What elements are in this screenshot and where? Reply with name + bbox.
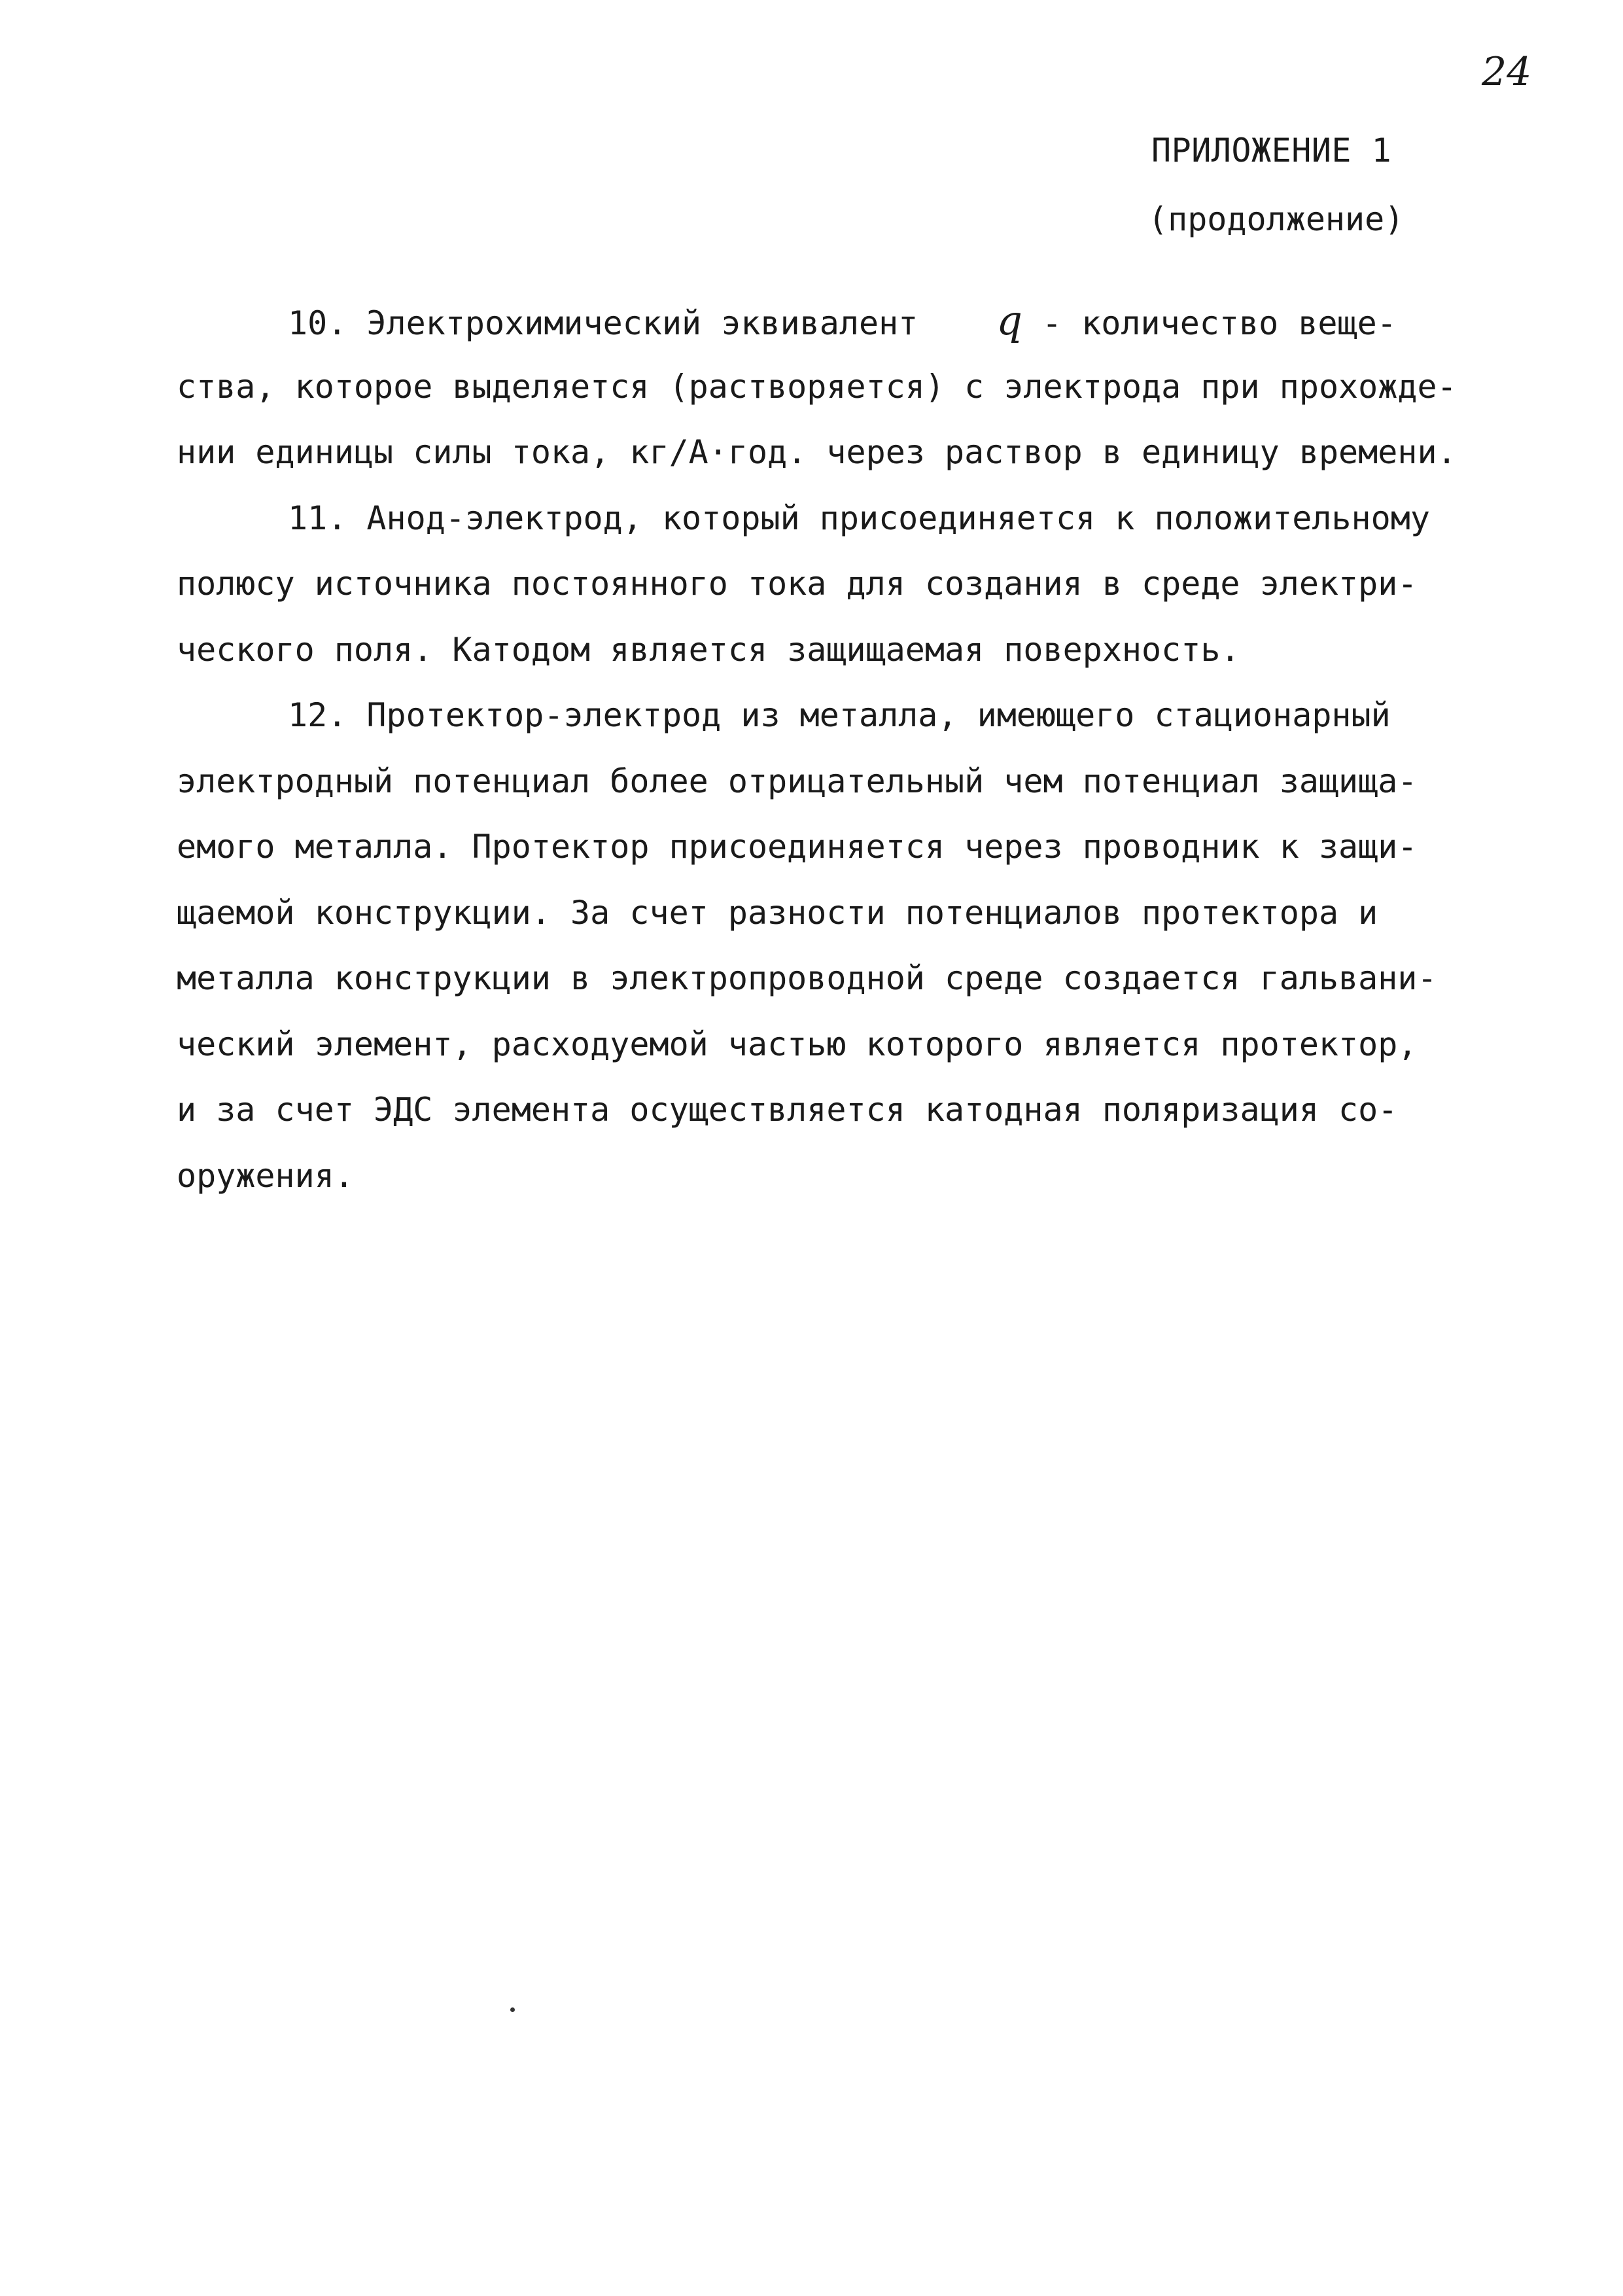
body-line-9: емого металла. Протектор присоединяется через проводник к защи- xyxy=(177,828,1418,866)
line-1-prefix: 10. Электрохимический эквивалент xyxy=(288,304,918,342)
body-line-14: оружения. xyxy=(177,1156,354,1195)
body-line-5: полюсу источника постоянного тока для создания в среде электри- xyxy=(177,565,1418,603)
page-number: 24 xyxy=(1482,49,1532,95)
body-line-12: ческий элемент, расходуемой частью которого является протектор, xyxy=(177,1025,1418,1063)
body-line-1 xyxy=(177,288,1518,354)
body-line-3: нии единицы силы тока, кг/А·год. через раствор в единицу времени. xyxy=(177,433,1457,471)
body-line-10: щаемой конструкции. За счет разности потенциалов протектора и xyxy=(177,893,1378,932)
body-line-8: электродный потенциал более отрицательный чем потенциал защища- xyxy=(177,762,1418,800)
body-line-13: и за счет ЭДС элемента осуществляется катодная поляризация со- xyxy=(177,1091,1398,1129)
body-line-4: 11. Анод-электрод, который присоединяется к положительному xyxy=(288,499,1430,537)
appendix-title: ПРИЛОЖЕНИЕ 1 xyxy=(1151,132,1392,169)
line-1-suffix: - количество веще- xyxy=(1041,304,1397,342)
body-line-6: ческого поля. Катодом является защищаемая поверхность. xyxy=(177,630,1240,669)
body-line-2: ства, которое выделяется (растворяется) с электрода при прохожде- xyxy=(177,367,1457,406)
appendix-subtitle: (продолжение) xyxy=(1148,200,1405,238)
body-text xyxy=(177,288,1518,1209)
body-line-7: 12. Протектор-электрод из металла, имеющего стационарный xyxy=(288,696,1391,734)
q-symbol: q xyxy=(996,296,1022,344)
stray-dot xyxy=(510,2007,515,2012)
body-line-11: металла конструкции в электропроводной среде создается гальвани- xyxy=(177,959,1437,997)
